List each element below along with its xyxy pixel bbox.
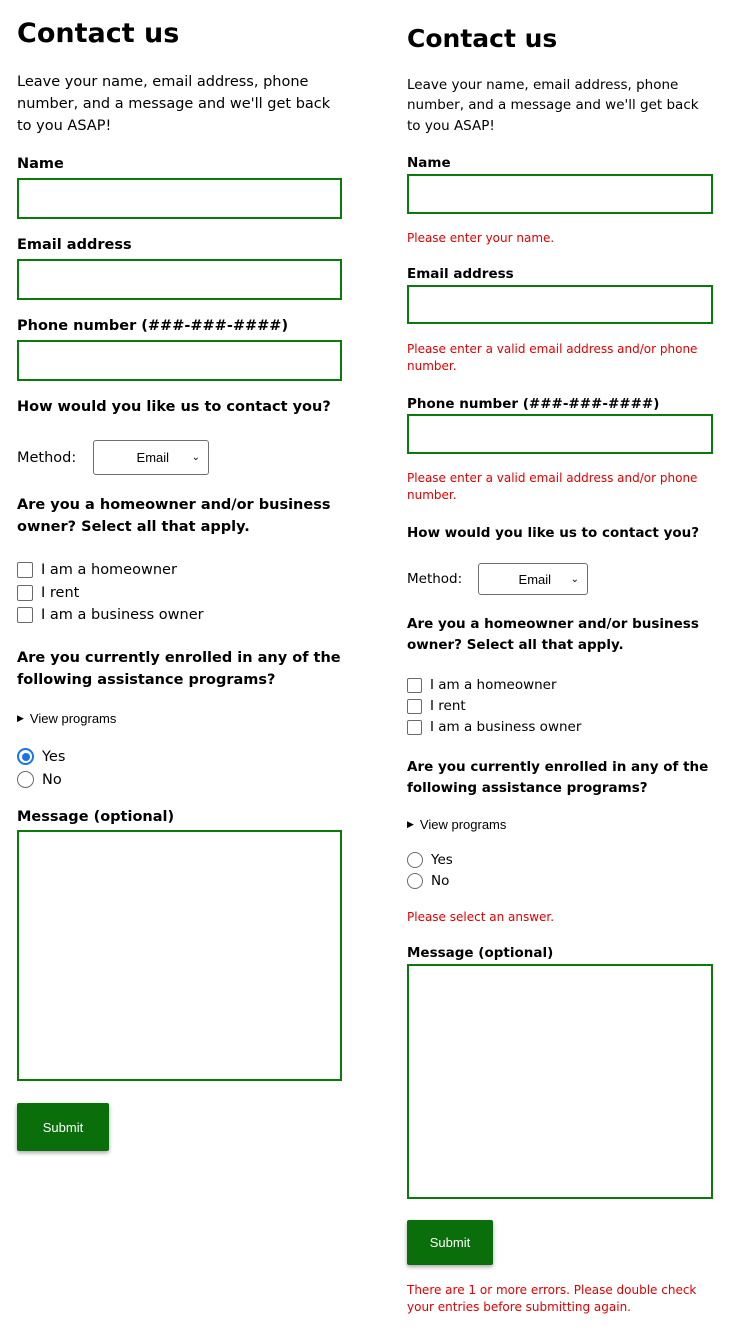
checkbox-business-owner[interactable] xyxy=(17,607,204,623)
checkbox-homeowner[interactable] xyxy=(17,562,177,578)
message-label: Message (optional) xyxy=(17,809,175,825)
message-label: Message (optional) xyxy=(407,945,554,961)
submit-button[interactable] xyxy=(17,1103,109,1151)
radio-no[interactable] xyxy=(17,771,62,788)
checkbox-box[interactable] xyxy=(407,678,422,693)
triangle-right-icon: ▶ xyxy=(17,713,24,723)
name-label: Name xyxy=(17,156,64,172)
checkbox-rent[interactable] xyxy=(17,585,79,601)
phone-label: Phone number (###-###-####) xyxy=(17,318,289,334)
method-row xyxy=(407,563,588,595)
checkbox-box[interactable] xyxy=(17,607,33,623)
checkbox-label: I am a homeowner xyxy=(430,677,557,693)
email-label: Email address xyxy=(407,266,514,282)
email-field[interactable] xyxy=(17,259,342,300)
submit-label: Submit xyxy=(42,1119,84,1135)
radio-label: Yes xyxy=(431,852,453,868)
radio-button[interactable] xyxy=(407,852,423,868)
radio-label: No xyxy=(431,873,450,889)
phone-field[interactable] xyxy=(407,414,713,454)
intro-text: Leave your name, email address, phone number, and a message and we'll get back to you ASAP! xyxy=(407,77,699,134)
view-programs-label: View programs xyxy=(419,817,507,832)
programs-question: Are you currently enrolled in any of the following assistance programs? xyxy=(407,759,709,796)
owner-question: Are you a homeowner and/or business owner? Select all that apply. xyxy=(407,616,699,653)
view-programs-toggle[interactable] xyxy=(17,711,116,726)
contact-question: How would you like us to contact you? xyxy=(407,525,700,541)
phone-field[interactable] xyxy=(17,340,342,381)
radio-error: Please select an answer. xyxy=(407,910,555,924)
view-programs-toggle[interactable] xyxy=(407,817,506,832)
radio-yes[interactable] xyxy=(17,748,65,765)
method-label: Method: xyxy=(407,571,463,587)
checkbox-label: I rent xyxy=(41,585,80,601)
intro-text: Leave your name, email address, phone number, and a message and we'll get back to you ASAP! xyxy=(17,74,331,134)
method-select[interactable] xyxy=(93,440,209,475)
method-label: Method: xyxy=(17,449,77,466)
contact-question: How would you like us to contact you? xyxy=(17,399,331,415)
phone-label: Phone number (###-###-####) xyxy=(407,396,660,412)
name-field[interactable] xyxy=(17,178,342,219)
radio-button[interactable] xyxy=(17,771,34,788)
chevron-down-icon: ⌄ xyxy=(191,452,200,463)
page-title: Contact us xyxy=(17,18,180,49)
message-textarea[interactable] xyxy=(407,964,713,1199)
email-error: Please enter a valid email address and/or phone number. xyxy=(407,342,698,374)
checkbox-label: I am a business owner xyxy=(430,719,582,735)
radio-no[interactable] xyxy=(407,873,449,889)
radio-yes[interactable] xyxy=(407,852,453,868)
checkbox-box[interactable] xyxy=(17,562,33,578)
method-select[interactable] xyxy=(478,563,588,595)
method-select-value: Email xyxy=(518,571,552,587)
email-label: Email address xyxy=(17,237,132,253)
method-row xyxy=(17,440,209,475)
checkbox-box[interactable] xyxy=(407,720,422,735)
programs-question: Are you currently enrolled in any of the following assistance programs? xyxy=(17,650,341,689)
submit-label: Submit xyxy=(429,1235,471,1250)
checkbox-box[interactable] xyxy=(17,585,33,601)
radio-button[interactable] xyxy=(17,748,34,765)
checkbox-label: I am a business owner xyxy=(41,607,204,623)
form-error: There are 1 or more errors. Please double check your entries before submitting again. xyxy=(407,1283,697,1315)
radio-label: Yes xyxy=(42,748,66,765)
phone-error: Please enter a valid email address and/or phone number. xyxy=(407,471,698,503)
checkbox-label: I rent xyxy=(430,698,466,714)
owner-question: Are you a homeowner and/or business owner? Select all that apply. xyxy=(17,497,331,536)
name-error: Please enter your name. xyxy=(407,231,555,245)
method-select-value: Email xyxy=(136,450,170,465)
name-label: Name xyxy=(407,155,451,171)
checkbox-label: I am a homeowner xyxy=(41,562,177,578)
triangle-right-icon: ▶ xyxy=(407,819,414,829)
page-title: Contact us xyxy=(407,24,558,53)
chevron-down-icon: ⌄ xyxy=(570,573,579,585)
checkbox-box[interactable] xyxy=(407,699,422,714)
checkbox-homeowner[interactable] xyxy=(407,677,557,693)
radio-button[interactable] xyxy=(407,873,423,889)
checkbox-rent[interactable] xyxy=(407,698,466,714)
radio-label: No xyxy=(42,771,62,788)
checkbox-business-owner[interactable] xyxy=(407,719,581,735)
view-programs-label: View programs xyxy=(29,711,117,726)
message-textarea[interactable] xyxy=(17,830,342,1081)
name-field[interactable] xyxy=(407,174,713,214)
email-field[interactable] xyxy=(407,285,713,324)
submit-button[interactable] xyxy=(407,1220,493,1265)
